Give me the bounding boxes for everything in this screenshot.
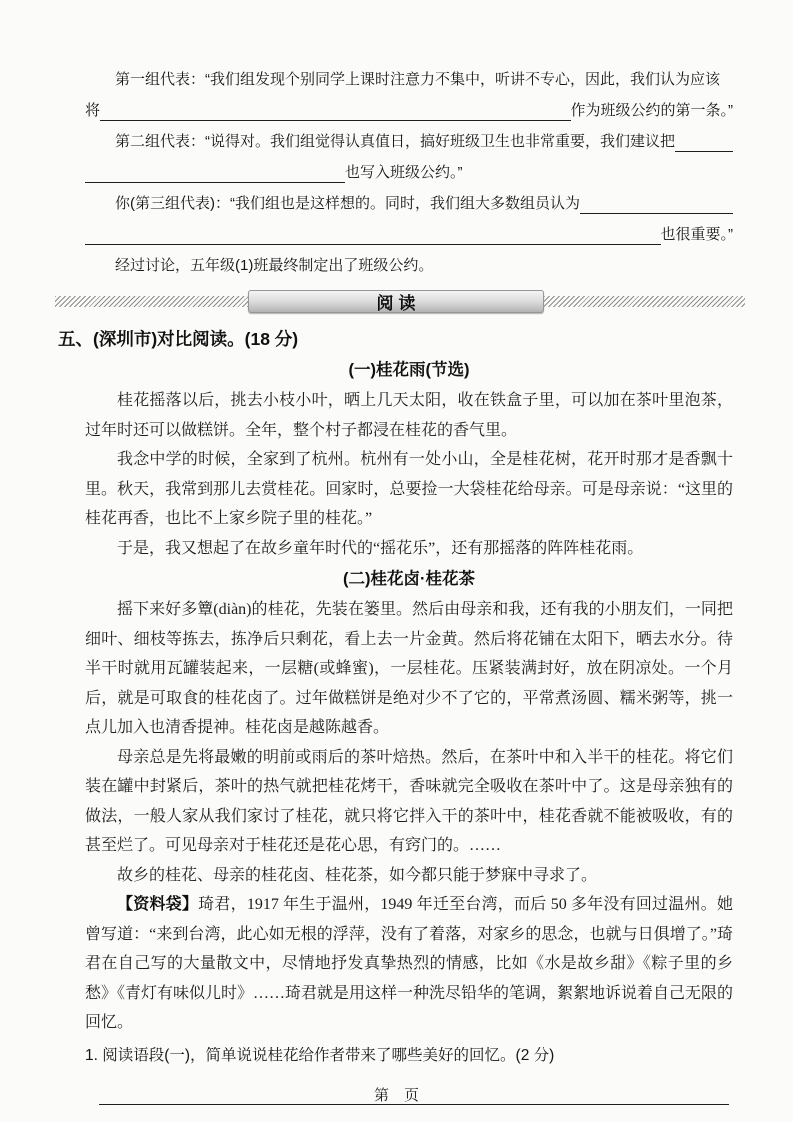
page-footer: 第 页: [373, 1087, 419, 1104]
fill-in-blank-1[interactable]: [100, 119, 570, 121]
rep3-line2-suffix: 也很重要。”: [660, 226, 733, 243]
passage1-paragraph-1: 桂花摇落以后，挑去小枝小叶，晒上几天太阳，收在铁盒子里，可以加在茶叶里泡茶，过年时还可以做糕饼。全年，整个村子都浸在桂花的香气里。: [85, 392, 733, 439]
rep2-line2: [85, 157, 733, 188]
fill-in-blank-3b[interactable]: [85, 243, 661, 245]
section-title: 五、(深圳市)对比阅读。(18 分): [58, 329, 299, 349]
passage1-paragraph-2: 我念中学的时候，全家到了杭州。杭州有一处小山，全是桂花树，花开时那才是香飘十里。秋天，我常到那儿去赏桂花。回家时，总要捡一大袋桂花给母亲。可是母亲说：“这里的桂花再香，也比不上家乡院子里的桂花。”: [85, 451, 733, 527]
hatch-pattern-right: [544, 296, 745, 307]
rep1-line2-prefix: 将: [85, 102, 101, 119]
rep1-line2-suffix: 作为班级公约的第一条。”: [570, 102, 733, 119]
rep3-line1-text: 你(第三组代表)：“我们组也是这样想的。同时，我们组大多数组员认为: [115, 195, 580, 212]
info-bag-label: 【资料袋】: [117, 896, 199, 913]
passage2-paragraph-3: 故乡的桂花、母亲的桂花卤、桂花茶，如今都只能于梦寐中寻求了。: [117, 866, 598, 884]
passage1-paragraph-3: 于是，我又想起了在故乡童年时代的“摇花乐”，还有那摇落的阵阵桂花雨。: [117, 539, 644, 557]
dialogue-exercise: [85, 64, 733, 281]
rep2-line1: [85, 126, 733, 157]
info-bag: [85, 890, 733, 1038]
passage2-paragraph-1: 摇下来好多簟(diàn)的桂花，先装在篓里。然后由母亲和我，还有我的小朋友们，一同把细叶、细枝等拣去，拣净后只剩花，看上去一片金黄。然后将花铺在太阳下，晒去水分。待半干时就用瓦罐装起来，一层糖(或蜂蜜)，一层桂花。压紧装满封好，放在阴凉处。一个月后，就是可取食的桂花卤了。过年做糕饼是绝对少不了它的，平常煮汤圆、糯米粥等，挑一点儿加入也清香提神。桂花卤是越陈越香。: [85, 601, 733, 736]
passage2-paragraph-2: 母亲总是先将最嫩的明前或雨后的茶叶焙热。然后，在茶叶中和入半干的桂花。将它们装在罐中封紧后，茶叶的热气就把桂花烤干，香味就完全吸收在茶叶中了。这是母亲独有的做法，一般人家从我们家讨了桂花，就只将它拌入干的茶叶中，桂花香就不能被吸收，有的甚至烂了。可见母亲对于桂花还是花心思，有窍门的。……: [85, 748, 733, 854]
info-bag-text: 琦君，1917 年生于温州，1949 年迁至台湾，而后 50 多年没有回过温州。她曾写道：“来到台湾，此心如无根的浮萍，没有了着落，对家乡的思念，也就与日俱增了。”琦君在自己写的大量散文中，尽情地抒发真挚热烈的情感，比如《水是故乡甜》《粽子里的乡愁》《青灯有味似儿时》……琦君就是用这样一种洗尽铅华的笔调，絮絮地诉说着自己无限的回忆。: [85, 896, 734, 1031]
dialogue-closing: 经过讨论，五年级(1)班最终制定出了班级公约。: [115, 257, 434, 274]
passage1-heading: (一)桂花雨(节选): [348, 361, 470, 379]
rep1-line2: [85, 95, 733, 126]
rep3-line2: [85, 219, 733, 250]
rep2-line2-suffix: 也写入班级公约。”: [345, 164, 463, 181]
question-1: 1. 阅读语段(一)，简单说说桂花给作者带来了哪些美好的回忆。(2 分): [85, 1046, 555, 1064]
rep1-line1: 第一组代表：“我们组发现个别同学上课时注意力不集中，听讲不专心，因此，我们认为应该: [115, 71, 720, 88]
reading-band-bar: [248, 290, 544, 313]
fill-in-blank-2b[interactable]: [85, 181, 345, 183]
reading-section-band: [55, 290, 745, 313]
reading-band-label: 阅读: [376, 294, 421, 313]
rep2-line1-text: 第二组代表：“说得对。我们组觉得认真值日，搞好班级卫生也非常重要，我们建议把: [115, 133, 675, 150]
rep3-line1: [85, 188, 733, 219]
fill-in-blank-2a[interactable]: [675, 150, 733, 152]
passage2-heading: (二)桂花卤·桂花茶: [343, 570, 475, 588]
section-five: [58, 324, 734, 1105]
fill-in-blank-3a[interactable]: [580, 212, 733, 214]
hatch-pattern-left: [55, 296, 248, 307]
